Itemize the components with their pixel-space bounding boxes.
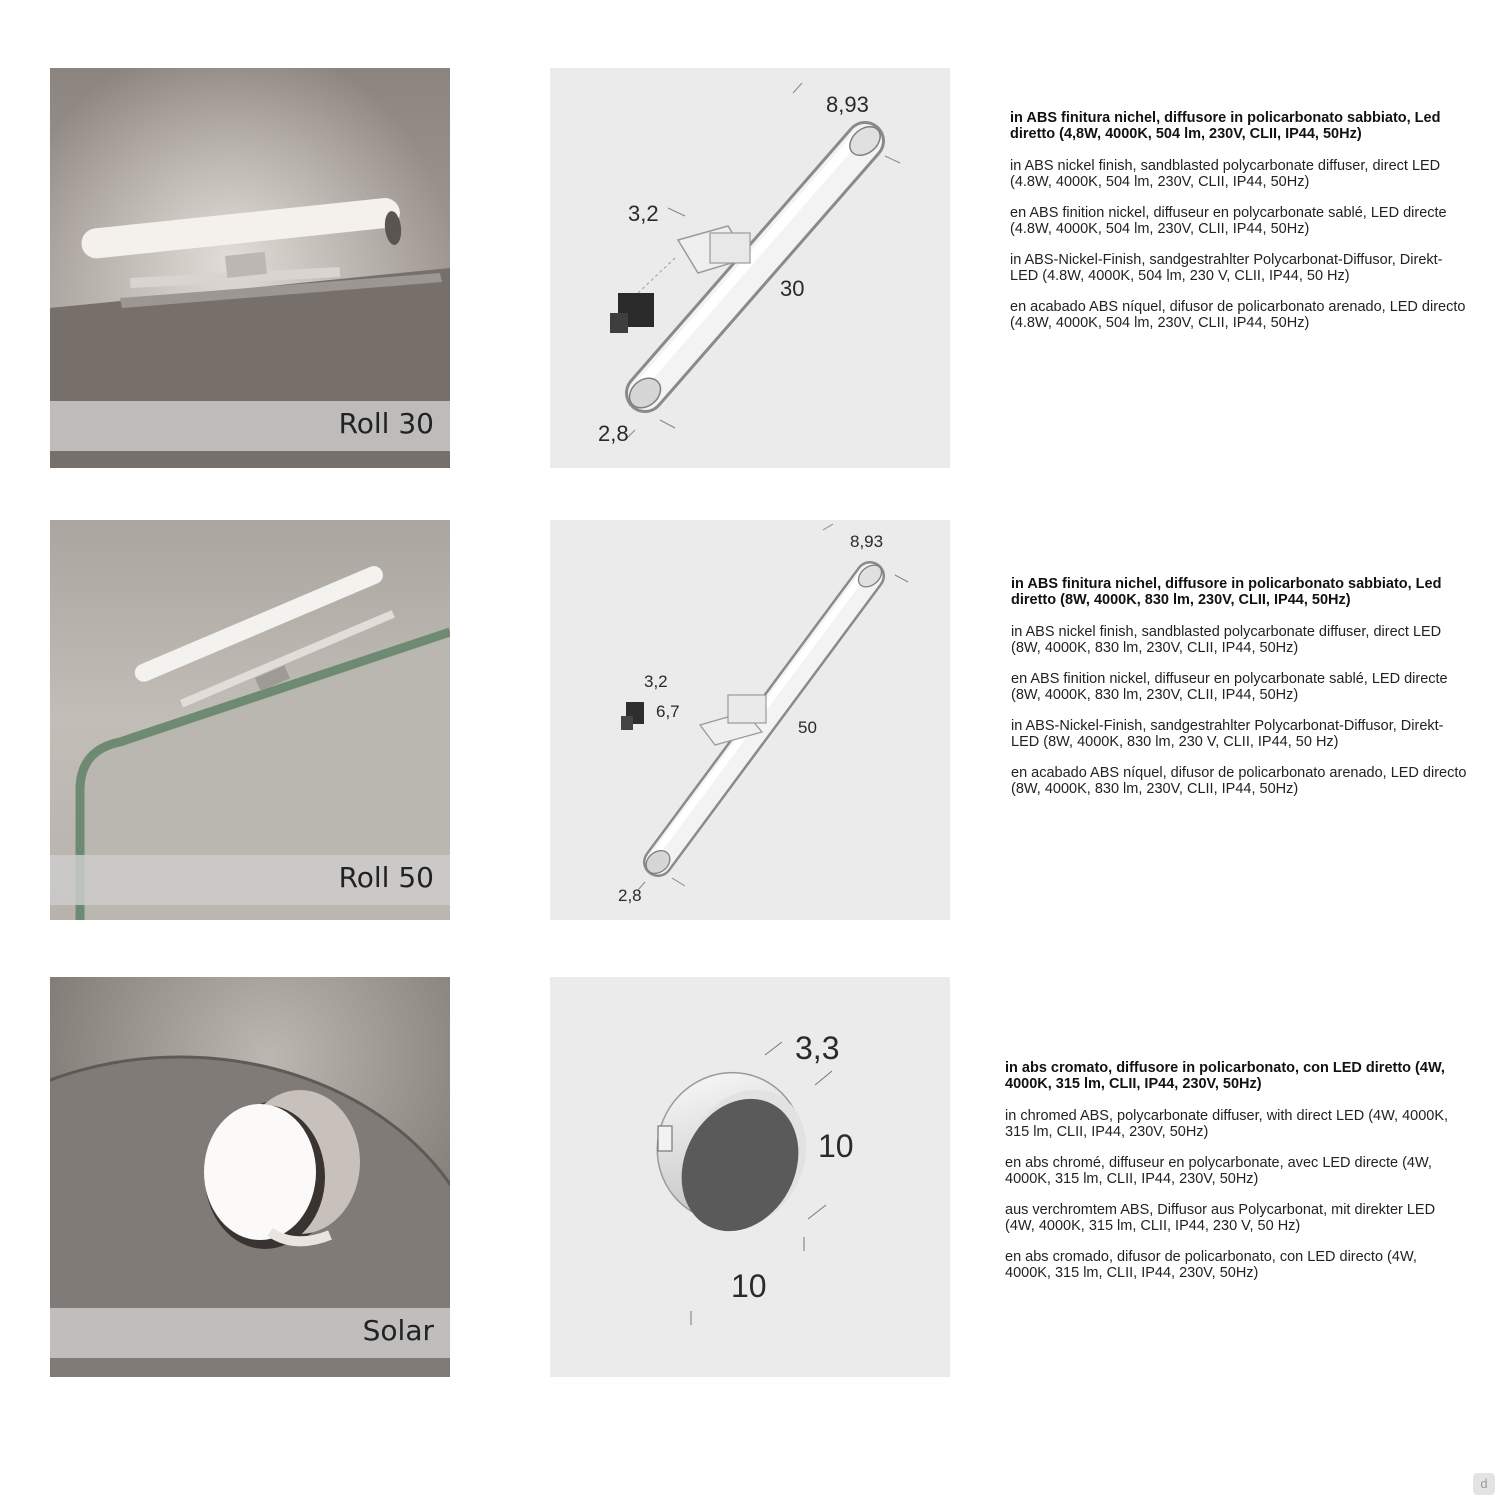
description-roll-50 [1011,577,1471,813]
description-fr: en abs chromé, diffuseur en polycarbonate, avec LED directe (4W, 4000K, 315 lm, CLII, IP44, 230V, 50Hz) [1005,1155,1432,1187]
dimension-length: 50 [798,718,817,737]
technical-drawing-solar [550,977,950,1377]
caption-band [50,1308,450,1358]
product-name: Solar [362,1314,434,1347]
description-it: in ABS finitura nichel, diffusore in policarbonato sabbiato, Led diretto (4,8W, 4000K, 504 lm, 230V, CLII, IP44, 50Hz) [1010,110,1441,142]
technical-drawing-roll-50 [550,520,950,920]
product-photo-solar [50,977,450,1377]
description-en: in chromed ABS, polycarbonate diffuser, with direct LED (4W, 4000K, 315 lm, CLII, IP44, 230V, 50Hz) [1005,1108,1449,1140]
dimension-diameter: 2,8 [598,421,629,446]
dimension-length: 30 [780,276,805,301]
caption-band [50,855,450,905]
technical-drawing-roll-30 [550,68,950,468]
product-photo-roll-50 [50,520,450,920]
description-fr: en ABS finition nickel, diffuseur en polycarbonate sablé, LED directe (8W, 4000K, 830 lm, 230V, CLII, IP44, 50Hz) [1011,671,1448,703]
product-name: Roll 50 [338,861,434,894]
dimension-depth: 6,7 [656,702,680,721]
description-en: in ABS nickel finish, sandblasted polycarbonate diffuser, direct LED (4.8W, 4000K, 504 lm, 230V, CLII, IP44, 50Hz) [1010,158,1441,190]
dimension-bracket: 3,2 [628,201,659,226]
dimension-top: 8,93 [850,532,884,551]
caption-band [50,401,450,451]
description-roll-30 [1010,111,1470,347]
product-name: Roll 30 [338,407,434,440]
description-solar [1005,1061,1465,1297]
dimension-bracket: 3,2 [644,672,668,691]
description-fr: en ABS finition nickel, diffuseur en polycarbonate sablé, LED directe (4.8W, 4000K, 504 lm, 230V, CLII, IP44, 50Hz) [1010,205,1447,237]
description-de: in ABS-Nickel-Finish, sandgestrahlter Polycarbonat-Diffusor, Direkt-LED (4.8W, 4000K, 504 lm, 230 V, CLII, IP44, 50 Hz) [1010,252,1443,284]
product-photo-roll-30 [50,68,450,468]
description-it: in ABS finitura nichel, diffusore in policarbonato sabbiato, Led diretto (8W, 4000K, 830 lm, 230V, CLII, IP44, 50Hz) [1011,576,1442,608]
description-es: en abs cromado, difusor de policarbonato, con LED directo (4W, 4000K, 315 lm, CLII, IP44, 230V, 50Hz) [1005,1249,1417,1281]
brand-logo: d [1473,1473,1495,1495]
dimension-diameter: 2,8 [618,886,642,905]
description-de: in ABS-Nickel-Finish, sandgestrahlter Polycarbonat-Diffusor, Direkt-LED (8W, 4000K, 830 lm, 230 V, CLII, IP44, 50 Hz) [1011,718,1444,750]
description-es: en acabado ABS níquel, difusor de policarbonato arenado, LED directo (8W, 4000K, 830 lm, 230V, CLII, IP44, 50Hz) [1011,765,1467,797]
dimension-top: 8,93 [826,92,869,117]
description-it: in abs cromato, diffusore in policarbonato, con LED diretto (4W, 4000K, 315 lm, CLII, IP44, 230V, 50Hz) [1005,1060,1445,1092]
description-en: in ABS nickel finish, sandblasted polycarbonate diffuser, direct LED (8W, 4000K, 830 lm, 230V, CLII, IP44, 50Hz) [1011,624,1442,656]
description-es: en acabado ABS níquel, difusor de policarbonato arenado, LED directo (4.8W, 4000K, 504 lm, 230V, CLII, IP44, 50Hz) [1010,299,1466,331]
dimension-height: 10 [818,1128,854,1164]
description-de: aus verchromtem ABS, Diffusor aus Polycarbonat, mit direkter LED (4W, 4000K, 315 lm, CLII, IP44, 230 V, 50 Hz) [1005,1202,1436,1234]
dimension-depth: 3,3 [795,1030,840,1066]
dimension-width: 10 [731,1268,767,1304]
